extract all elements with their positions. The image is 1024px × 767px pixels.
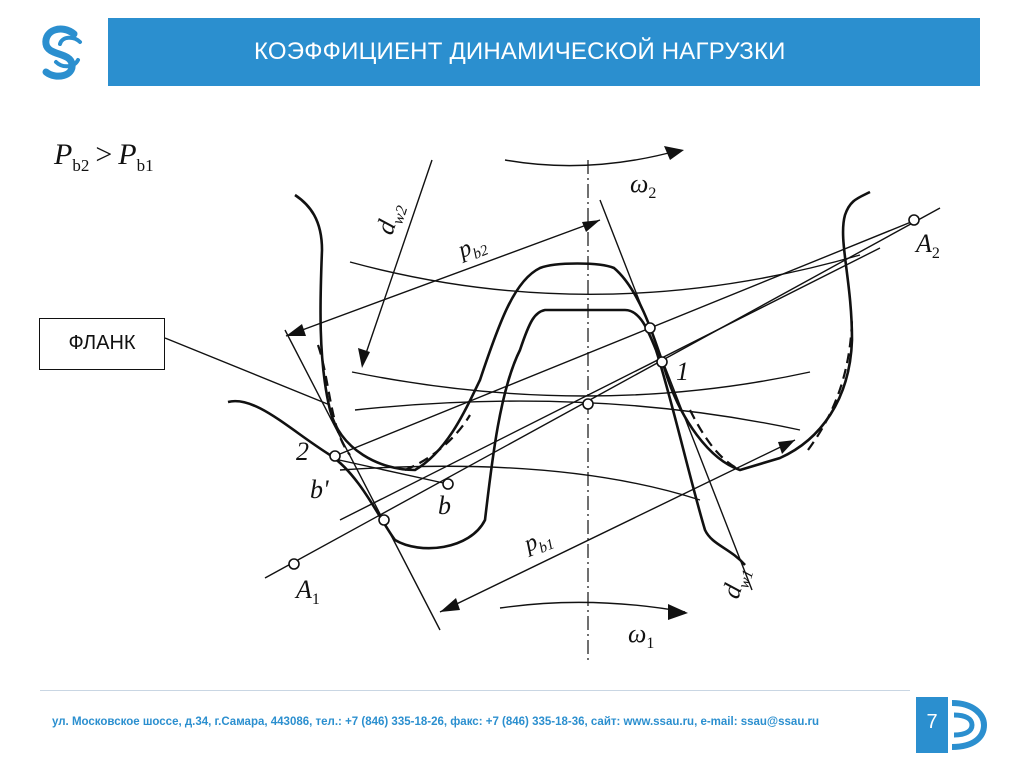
upper-gear-profile (295, 192, 870, 470)
dashed-flank-right (690, 320, 852, 470)
label-point-2: 2 (296, 437, 309, 466)
footer-divider (40, 690, 910, 691)
point-lower-left (379, 515, 389, 525)
pb2-arrowhead-right (582, 220, 600, 232)
label-bprime: b' (310, 475, 329, 504)
formula-lhs-sub: b2 (72, 156, 90, 175)
footer-contact-text: ул. Московское шоссе, д.34, г.Самара, 443086, тел.: +7 (846) 335-18-26, факс: +7 (846) 335-18-36, сайт: www.ssau.ru, e-mail: ssau@ssau.ru (52, 716, 820, 728)
line-dw2 (362, 160, 432, 365)
page-number: 7 (926, 711, 938, 733)
pb1-arrowhead-left (440, 598, 460, 612)
label-omega1: $\omega_1$ (628, 619, 655, 652)
point-1-upper (645, 323, 655, 333)
formula-lhs: P (54, 138, 73, 171)
line-2-A2 (330, 220, 916, 458)
point-center (583, 399, 593, 409)
pb2-arrowhead-left (286, 324, 306, 336)
label-omega2: $\omega_2$ (630, 169, 657, 202)
line-pb2 (286, 220, 600, 336)
flank-callout-label: ФЛАНК (68, 332, 136, 354)
label-A1: $A_1$ (296, 575, 320, 608)
label-A2: $A_2$ (916, 229, 940, 262)
flank-leader-line (165, 338, 330, 405)
dashed-flank-left (318, 345, 470, 470)
action-lines (265, 160, 940, 630)
label-point-1: 1 (676, 357, 689, 386)
slide-title: КОЭФФИЦИЕНТ ДИНАМИЧЕСКОЙ НАГРУЗКИ (254, 38, 786, 65)
label-dw2: $d_{w2}$ (370, 203, 412, 238)
flank-callout-box (39, 318, 165, 370)
formula-rhs: P (118, 138, 137, 171)
dw2-arrowhead (358, 348, 370, 368)
arc-upper-2 (352, 372, 810, 396)
point-1 (657, 357, 667, 367)
footer-logo-icon (948, 697, 988, 753)
omega1-arrowhead (668, 604, 688, 620)
label-b: b (438, 491, 451, 520)
arc-omega2 (505, 150, 680, 166)
arc-lower-1 (355, 401, 800, 430)
point-A2 (909, 215, 919, 225)
arc-upper-1 (350, 255, 860, 294)
point-A1 (289, 559, 299, 569)
formula-op: > (95, 138, 113, 171)
arc-lower-2 (340, 466, 700, 500)
label-dw1: $d_{w1}$ (716, 567, 758, 602)
construction-arcs (340, 150, 860, 612)
arc-omega1 (500, 602, 685, 612)
formula-rhs-sub: b1 (136, 156, 154, 175)
label-pb1: $p_{b1}$ (520, 528, 557, 558)
omega2-arrowhead (664, 146, 684, 160)
point-2 (330, 451, 340, 461)
label-pb2: $p_{b2}$ (454, 234, 491, 264)
point-b (443, 479, 453, 489)
page-number-box (916, 697, 948, 753)
